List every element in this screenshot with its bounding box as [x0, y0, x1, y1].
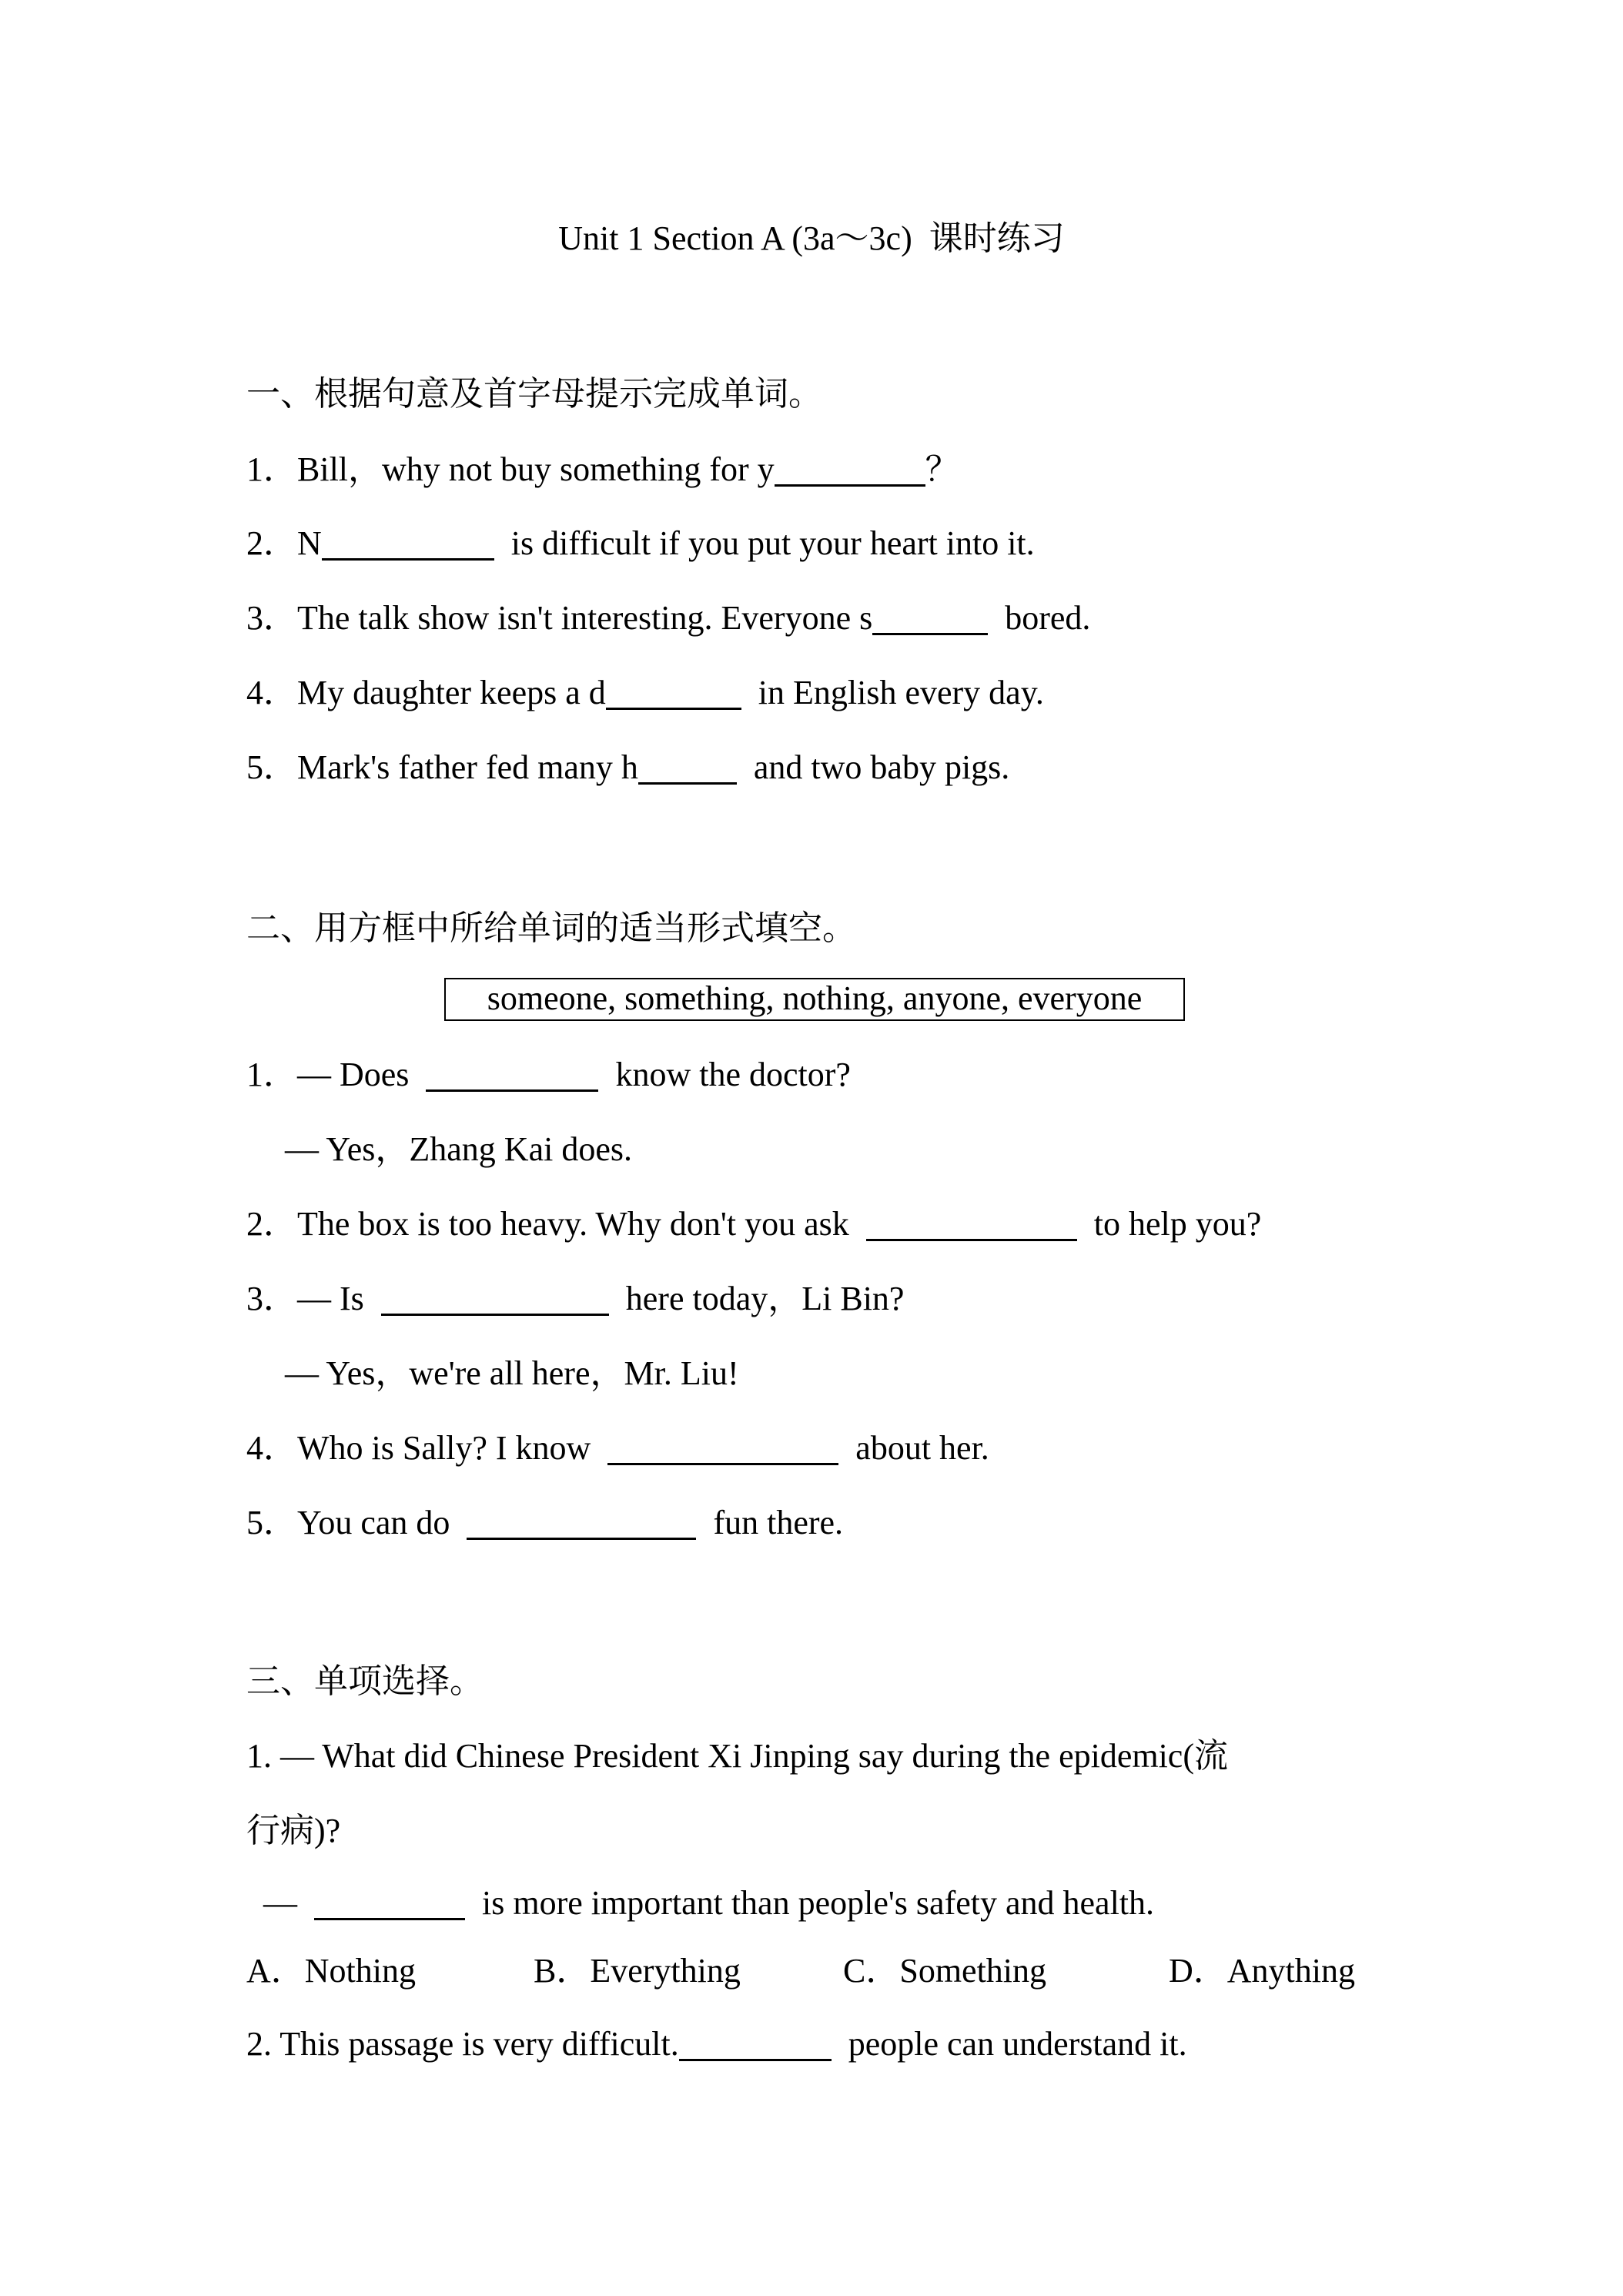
- s2-q3-text: 3．— Is: [246, 1280, 381, 1317]
- s1-q5-blank[interactable]: [638, 751, 737, 785]
- s2-q2-text-end: to help you?: [1076, 1205, 1262, 1243]
- s2-question-1: [246, 1053, 851, 1096]
- s1-question-2: [246, 522, 1035, 565]
- s2-question-5: [246, 1501, 843, 1545]
- s2-q5-blank[interactable]: [467, 1507, 696, 1540]
- s3-q1-reply-end: is more important than people's safety and health.: [465, 1884, 1155, 1922]
- s3-q1-line2: 行病)?: [246, 1812, 341, 1849]
- s2-q4-text: 4．Who is Sally? I know: [246, 1429, 608, 1467]
- s1-q5-text: 5．Mark's father fed many h: [246, 748, 638, 786]
- section3-heading: 三、单项选择。: [246, 1662, 484, 1700]
- s2-q1-text: 1．— Does: [246, 1056, 427, 1093]
- s3-q1-line1: 1. — What did Chinese President Xi Jinping say during the epidemic(流: [246, 1737, 1228, 1775]
- s3-q1-reply: [246, 1882, 1154, 1925]
- s1-q5-text-end: and two baby pigs.: [736, 748, 1010, 786]
- s2-q3-blank[interactable]: [381, 1283, 609, 1316]
- s1-q3-blank[interactable]: [872, 602, 988, 635]
- s1-question-5: [246, 746, 1009, 789]
- s1-q4-text-end: in English every day.: [741, 674, 1044, 711]
- word-box: someone, something, nothing, anyone, everyone: [444, 978, 1185, 1021]
- s1-question-4: [246, 671, 1044, 715]
- option-a[interactable]: A．Nothing: [246, 1952, 416, 1990]
- page-title: Unit 1 Section A (3a～3c) 课时练习: [558, 219, 1065, 257]
- option-b[interactable]: B．Everything: [534, 1952, 741, 1990]
- option-d[interactable]: D．Anything: [1169, 1952, 1355, 1990]
- s2-q1-answer: — Yes，Zhang Kai does.: [285, 1130, 632, 1168]
- s3-q1-blank[interactable]: [314, 1887, 465, 1920]
- s1-q2-text-end: is difficult if you put your heart into it.: [494, 524, 1035, 562]
- s1-q3-text-end: bored.: [988, 599, 1091, 637]
- s1-q3-text: 3．The talk show isn't interesting. Everyone s: [246, 599, 873, 637]
- s1-q1-blank[interactable]: [775, 454, 925, 487]
- s2-q5-text-end: fun there.: [696, 1504, 844, 1541]
- s3-q2-text: 2. This passage is very difficult.: [246, 2025, 679, 2063]
- s2-question-4: [246, 1427, 989, 1470]
- s2-q2-text: 2．The box is too heavy. Why don't you ask: [246, 1205, 866, 1243]
- s1-question-1: [246, 448, 959, 491]
- s2-q5-text: 5．You can do: [246, 1504, 467, 1541]
- section1-heading: 一、根据句意及首字母提示完成单词。: [246, 375, 822, 413]
- s2-q3-text-end: here today，Li Bin?: [608, 1280, 905, 1317]
- s3-q1-reply-text: —: [246, 1884, 314, 1922]
- s2-q1-text-end: know the doctor?: [598, 1056, 851, 1093]
- s1-q2-blank[interactable]: [322, 527, 494, 561]
- s1-q4-text: 4．My daughter keeps a d: [246, 674, 606, 711]
- section2-heading: 二、用方框中所给单词的适当形式填空。: [246, 909, 856, 947]
- s2-question-3: [246, 1277, 904, 1320]
- s2-q2-blank[interactable]: [866, 1208, 1077, 1241]
- s2-q4-text-end: about her.: [838, 1429, 989, 1467]
- s1-q1-text-end: ？: [925, 450, 959, 488]
- s1-q2-text: 2．N: [246, 524, 322, 562]
- s2-question-2: [246, 1203, 1261, 1246]
- option-c[interactable]: C．Something: [843, 1952, 1047, 1990]
- s3-question-2: [246, 2023, 1187, 2066]
- s2-q3-answer: — Yes，we're all here，Mr. Liu!: [285, 1354, 739, 1392]
- s2-q1-blank[interactable]: [426, 1059, 598, 1092]
- s1-question-3: [246, 597, 1090, 640]
- s3-q2-text-end: people can understand it.: [831, 2025, 1187, 2063]
- s2-q4-blank[interactable]: [607, 1432, 838, 1465]
- s1-q4-blank[interactable]: [606, 677, 741, 710]
- s3-q2-blank[interactable]: [679, 2028, 832, 2061]
- s1-q1-text: 1．Bill，why not buy something for y: [246, 450, 775, 488]
